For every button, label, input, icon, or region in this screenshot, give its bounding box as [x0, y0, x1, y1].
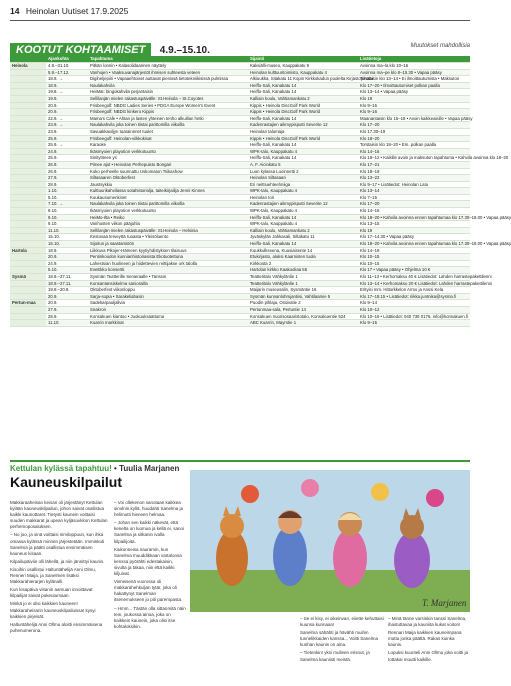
table-row — [10, 175, 470, 182]
table-cell: 28.9. — [46, 313, 88, 320]
table-row — [10, 260, 470, 267]
story-paragraph: Makkaraaheisan keisari oli järjestänyt Kettulan kylään kauneuskilpailun, johon saivat osallistua kaikki kaunottaret. Tietysti kaunein voittaisi suuden makkarat ja upean kyljäsuvkkon Kettulan perhemoposaluksen. — [10, 500, 108, 530]
table-cell: Torstaisin klo 18–20 • Em. polkan paalla — [358, 142, 470, 149]
table-cell: 18.9. → — [46, 76, 88, 83]
table-row — [10, 320, 470, 327]
municipality-cell — [10, 161, 46, 168]
municipality-cell — [10, 181, 46, 188]
municipality-cell — [10, 293, 46, 300]
table-row — [10, 128, 470, 135]
table-row — [10, 155, 470, 162]
page-header — [10, 6, 470, 21]
table-cell: Liikkuva Pikojer-Hämeen kyytiyhdistyksen tilaisuus — [88, 247, 248, 254]
municipality-cell: Heinola — [10, 63, 46, 70]
table-cell: Klo 18–20 • Kahvila avoinna ennen tapahtumaa klo 17.30–18.00 • Vapaa pääsy — [360, 241, 511, 247]
table-row — [10, 254, 470, 261]
table-cell: Savuakkaviljyn tuarainnnet tuulet — [88, 128, 248, 135]
table-cell: 18.9.–27.11. — [46, 274, 88, 281]
table-cell: Torstaisin klo 13–14 • Ei ilmoittautumista • Maksuton — [358, 76, 470, 83]
municipality-cell — [10, 221, 46, 228]
table-cell: Kalliain koulu, Vahtiamankatu 2 — [248, 95, 358, 102]
story-paragraph: – Hmm... Tästän olla sittanmitä näin tein, joukossa ainoa, joka on kaikkein kaunein, joka olisi itse kohtaloksikin. — [114, 605, 186, 629]
table-row — [10, 221, 470, 228]
table-cell: Klo 18–20 • Kahvila avoinna ennen tapahtumaa klo 17.30–18.00 • Vapaa pääsy — [360, 214, 511, 220]
municipality-cell — [10, 109, 46, 116]
municipality-cell — [10, 155, 46, 162]
table-cell: 4.9.–31.10. — [46, 63, 88, 70]
table-cell: Klo 17–14.30 • Vapaa pääsy — [358, 234, 470, 241]
table-row — [10, 142, 470, 149]
municipality-cell — [10, 69, 46, 76]
municipality-cell — [10, 82, 46, 89]
table-cell: Maijarin museosalin, Sysmäntie 16 — [248, 287, 358, 294]
story-paragraph: – Johan sen kaikki näkevät, että kenelta on luomua ja kellä ei, sanoi Sanelma ja sitkanin ivalla kilpailijoita. — [114, 520, 185, 544]
table-row — [10, 109, 470, 116]
story-paragraph: Kaikonneisa nauramin, kun Sanelma muuddikkaan vartalonsa kenssa pyörähti edestakaisin, sivulta ja takaa, niin että kaikki kiljuivat. — [114, 546, 182, 577]
table-cell: 1.10. — [46, 188, 88, 195]
table-row — [10, 115, 470, 122]
table-cell: Kirkkosta 2 — [248, 260, 358, 267]
table-cell: 9.10. — [46, 214, 88, 221]
table-cell: 27.9. — [46, 306, 88, 313]
table-cell: Mama's Cafe • Ahtan ja lasten yhteinen tenho alkuillan hetki — [88, 115, 248, 122]
table-cell: 11.10. — [46, 227, 88, 234]
table-cell: Vanhojen • Vaaksuvanajärjestöt ihmisen suhteesta veteen — [88, 69, 248, 76]
table-cell: Kuarrin markkinat — [88, 320, 248, 327]
table-cell: Avoinna ma–la klo 10–16 — [358, 63, 470, 70]
table-row — [10, 102, 470, 109]
table-row — [10, 148, 470, 155]
table-cell: Puodin pihlaja, Ossivatie 2 — [248, 300, 358, 307]
table-cell: Teatteritalo Vähkylänlie 1 — [248, 280, 358, 287]
story-column-4 — [388, 616, 470, 682]
table-row — [10, 69, 470, 76]
table-row — [10, 306, 470, 313]
table-cell: Kaksiälli-museo, Kauppakatu 9 — [248, 63, 358, 70]
story-paragraph: – Tietenkin! yksi mulleen erisnut, ja Sanelma kauniisti meistä. — [300, 650, 370, 662]
table-cell: Klo 9–16 — [358, 102, 470, 109]
table-cell: 27.9. — [46, 175, 88, 182]
table-cell: Oktoberfest viikonloppu — [88, 287, 248, 294]
table-cell: Siltasaaren Oktoberfest — [88, 175, 248, 182]
table-row — [10, 234, 470, 241]
story-section — [10, 460, 470, 682]
table-cell: Klo 18–12 • Kaikille avoin ja maksuton tapahtuma • Kahvila avoinna klo 18–20 — [360, 155, 509, 161]
table-cell: Kippis • Heinola DiscGolf Park World — [248, 135, 358, 142]
table-cell: 18.9.–27.11. — [46, 280, 88, 287]
table-cell: Heiffo-Sali, Kanakatu 14 — [248, 89, 358, 96]
table-cell: Hartolan kirkko Kaakuoliaa 55 — [248, 267, 358, 274]
table-cell: Lahestsian huolineen ja hiidettevien reittijakse ork talolla — [88, 260, 248, 267]
story-paragraph: – No joo, ja sinä voittaisi nimiloppuun, kun ihka omassa kylässä minnen järjestetään. Imminkuti Sanelma ja päätti osallistua ensimmäisen kauneus kisaan. — [10, 532, 105, 556]
table-cell: HeiMo-Ilta • Reiko — [88, 214, 248, 221]
kicker-text: Kettulan kylässä tapahtuu! — [10, 464, 112, 473]
table-cell: Klo 7–15 — [358, 194, 470, 201]
municipality-cell: Sysmä — [10, 274, 46, 281]
table-row — [10, 280, 470, 287]
section-title: KOOTUT KOHTAAMISET — [10, 43, 151, 57]
table-cell: WPK-talo, Kauppakatu 4 — [248, 188, 358, 195]
table-cell: Klo 10–12 — [358, 306, 470, 313]
table-cell: Klo 9–15 — [358, 320, 470, 327]
table-header-cell: Tapahtuma — [88, 56, 248, 63]
table-row — [10, 201, 470, 208]
table-cell: Luon kylassa Luoinnetti 2 — [248, 168, 358, 175]
story-paragraph: Lopuksi kuunteli Anni Ollmu joka voitti ja tottakai muutti kaikille. — [388, 650, 469, 662]
table-cell: Heinolan Siltasaari — [248, 175, 358, 182]
municipality-cell — [10, 122, 46, 129]
figure-2 — [273, 510, 307, 586]
table-cell: Digiheljepiiri • Vapaaehtoiset auttavat pienissä tietotekniikisissä pulmissa — [88, 76, 248, 83]
table-cell: Klo 13–15 — [358, 221, 470, 228]
municipality-cell: Pertun-maa — [10, 300, 46, 307]
table-cell: Kadenrastajien aikmypisputti Severite 12 — [248, 122, 358, 129]
table-cell: 7.10. → — [46, 201, 88, 208]
table-row — [10, 274, 470, 281]
table-cell: Vanhusten viikon pääjuhla — [88, 221, 248, 228]
municipality-cell — [10, 260, 46, 267]
table-row — [10, 181, 470, 188]
table-cell: 22.9. → — [46, 115, 88, 122]
table-cell: 26.9. — [46, 161, 88, 168]
municipality-cell — [10, 201, 46, 208]
table-cell: Avoinna ma–pe klo 8–15.30 • Vapaa pääsy — [358, 69, 470, 76]
table-cell: 11.10. — [46, 320, 88, 327]
table-cell: 9.10. — [46, 221, 88, 228]
table-cell: Klo 19 — [358, 95, 470, 102]
table-row — [10, 227, 470, 234]
table-row — [10, 293, 470, 300]
table-cell: Klo 17–21 — [358, 161, 470, 168]
table-cell: 25.9. → — [46, 142, 88, 149]
table-row — [10, 122, 470, 129]
table-row — [10, 82, 470, 89]
municipality-cell — [10, 142, 46, 149]
table-cell: Klo 18–20 — [358, 135, 470, 142]
municipality-cell — [10, 135, 46, 142]
byline: Tuulia Marjanen — [119, 464, 180, 473]
table-row — [10, 188, 470, 195]
table-cell: Frisbeegolf: NBDG kinkero Kippis — [88, 109, 248, 116]
table-cell: 26.9. — [46, 168, 88, 175]
table-cell: Kulttuurikahvilassa sotahistoriolja, taiteikirjailija Jenni Kinnes — [88, 188, 248, 195]
table-cell: Maanantaisin klo 16–18 • Avoin kaikkeaisille • Vapaa pääsy — [360, 115, 473, 121]
table-cell: 19.9. → — [46, 89, 88, 96]
table-cell: Eri neittiuehteehniiga — [248, 181, 358, 188]
table-cell: WPK-talo, Kauppakatu 4 — [248, 148, 358, 155]
municipality-cell — [10, 95, 46, 102]
table-cell: Klo 11–13 • Kerhomaksu 40 € Lisätiedot: Lahden harrastepakettilenni — [360, 274, 492, 279]
table-cell: 25.9. — [46, 155, 88, 162]
table-cell: Heiffo-Sali, Kanakatu 14 — [248, 214, 358, 221]
story-paragraph: Sanelma sähähti ja hävähti muihin tunnelikkaiden kanssa... Voitti Sanelma kunhan kaunis on aina. — [300, 630, 379, 648]
table-cell: Klo 17–18.15 • Lisätiedot: riikka.juntnika@sysma.fi — [358, 293, 470, 300]
table-cell: Heiffo-Sali, Kanakatu 14 — [248, 155, 358, 162]
municipality-cell — [10, 208, 46, 215]
table-cell: Klo 17 • Vapaa pääsy • Ohjelma 10 € — [358, 267, 470, 274]
table-row — [10, 95, 470, 102]
table-cell: Heinolan talumaja — [248, 128, 358, 135]
table-cell: 20.9. — [46, 300, 88, 307]
table-cell: Heiffo-Sali, Kanakatu 14 — [248, 115, 358, 122]
table-cell: Kuukkulkseena, Kuusiaisente 14 — [248, 247, 358, 254]
table-cell: Heiffo-Sali, Kanakatu 14 — [248, 142, 358, 149]
municipality-cell — [10, 188, 46, 195]
table-cell: 18.9. — [46, 82, 88, 89]
table-header-cell: Ajankohta — [46, 56, 88, 63]
table-cell: 20.9. — [46, 254, 88, 261]
municipality-cell — [10, 128, 46, 135]
table-cell: 18.9. — [46, 247, 88, 254]
table-cell: Sarja-sopia • Sarakeliabasin — [88, 293, 248, 300]
table-cell: Klo 13–14 — [358, 188, 470, 195]
table-row — [10, 208, 470, 215]
table-cell: Ikäsmyoien playotion verkkotuunto — [88, 148, 248, 155]
table-header-cell: Sijainti — [248, 56, 358, 63]
municipality-cell — [10, 280, 46, 287]
municipality-cell — [10, 267, 46, 274]
table-cell: Sellilanjän mielen rakastuspäivälle: St.Heinola – Helsinia — [88, 227, 248, 234]
table-cell: Konsakuen nuorisosaaristotalo, Konsakuentie 524 — [248, 313, 358, 320]
table-cell: Heinolan kulttuuritoimisto, Kauppakatu 4 — [248, 69, 358, 76]
table-cell: Klo 19 — [358, 227, 470, 234]
story-column-3 — [300, 616, 384, 682]
table-row — [10, 300, 470, 307]
table-cell: Ikäsmyoien playotion verkkotuunto — [88, 208, 248, 215]
table-cell: 15.10. — [46, 234, 88, 241]
table-cell: 19.9. — [46, 95, 88, 102]
table-cell: Klo 18–19 — [358, 168, 470, 175]
table-cell: Klo 14–19 — [358, 247, 470, 254]
table-cell: WPK-talo, Kauppakatu 4 — [248, 208, 358, 215]
municipality-cell — [10, 320, 46, 327]
table-cell: Heiffo-Sali, Kanakatu 14 — [248, 82, 358, 89]
table-row — [10, 313, 470, 320]
story-paragraph: – Minä tänne varsinkin tanssi Sanelma, ihastuttavaa ja kauniita kukat voiton! — [388, 616, 467, 628]
municipality-cell — [10, 194, 46, 201]
table-cell: Frisbeegolf: Heinolan-viikkokisat — [88, 135, 248, 142]
table-row — [10, 267, 470, 274]
artist-signature: T. Marjanen — [422, 598, 467, 608]
byline-separator: • — [114, 464, 120, 473]
table-cell: Klo 10–15 — [358, 260, 470, 267]
municipality-cell — [10, 227, 46, 234]
table-cell: Klo 13–14 • Vapaa pääsy — [358, 89, 470, 96]
table-row — [10, 161, 470, 168]
table-row — [10, 63, 470, 70]
page-number: 14 — [10, 6, 20, 16]
figure-3 — [333, 512, 367, 587]
story-paragraph: Kun kisapäiva viitanin aamuan innoittavat kilpailijat saivat pukeutumaan. — [10, 587, 93, 599]
table-cell: Klo 17–20 — [358, 122, 470, 129]
table-cell: Alkiuukka, Sitakatu 11 Kopin Kirkkokadun puolelta Kirjastopihalta — [250, 76, 374, 82]
table-row — [10, 135, 470, 142]
municipality-cell — [10, 76, 46, 83]
table-cell: Naulakahvila joka toinen tiistai parittomilla viikoilla — [88, 201, 248, 208]
table-cell: 19.9.–20.9. — [46, 287, 88, 294]
table-cell: Karaoke — [88, 142, 248, 149]
table-row — [10, 247, 470, 254]
table-cell: 23.9. → — [46, 122, 88, 129]
table-cell: 5.10. — [46, 194, 88, 201]
table-row — [10, 168, 470, 175]
table-cell: Kippis • Heinola DiscGolf Park World — [248, 109, 358, 116]
table-cell: Pitkän lonnin • Kalasolidaarinen näyttely — [88, 63, 248, 70]
table-cell: Naulakahvila joka toinen tiistai parittomilla viikoilla — [88, 122, 248, 129]
story-paragraph: Kilpailupäiviin olli lähellä, ja niin jännittyi kaunis. — [10, 558, 105, 564]
table-cell: EveEkko konsertti — [88, 267, 248, 274]
table-cell: ABC Kuarrin, Mayrstie 1 — [248, 320, 358, 327]
table-row — [10, 194, 470, 201]
municipality-cell — [10, 241, 46, 248]
municipality-cell — [10, 306, 46, 313]
table-cell: Koko perheelle suunnattu Uskomaton Tsikashow — [88, 168, 248, 175]
table-cell: Klo 17–20 • Ilmoittautumiset polkan paalla — [358, 82, 470, 89]
table-cell: 8.10. — [46, 208, 88, 215]
table-cell: A. F. Aicinkatu 5 — [248, 161, 358, 168]
table-cell: Jaustsykkiu — [88, 181, 248, 188]
table-cell: 5.9.–17.12. — [46, 69, 88, 76]
publication-name: Heinolan Uutiset 17.9.2025 — [25, 6, 129, 16]
municipality-cell — [10, 115, 46, 122]
table-row — [10, 241, 470, 248]
table-cell: Pimee ajot • Heinolan Perhepuisto Bongari — [88, 161, 248, 168]
table-cell: 20.9. — [46, 293, 88, 300]
municipality-cell: Hartola — [10, 247, 46, 254]
municipality-cell — [10, 89, 46, 96]
table-cell: Klo 9–17 • Lisätiedot: Heinolan Latu — [358, 181, 470, 188]
table-cell: Heinolan tori — [248, 194, 358, 201]
table-row — [10, 76, 470, 83]
table-cell: 28.9. — [46, 181, 88, 188]
table-cell: Klo 10–16 • Lisätiedot: 040 738 0176, info@konsakuen.fi — [360, 313, 469, 319]
table-cell: Naulakahvila — [88, 82, 248, 89]
table-cell: Konsantansiskelma saniorailla — [88, 280, 248, 287]
municipality-cell — [10, 168, 46, 175]
table-cell: Klo 14–16 — [358, 148, 470, 155]
table-cell: 25.9. — [46, 135, 88, 142]
table-row — [10, 89, 470, 96]
table-cell: 24.9. — [46, 148, 88, 155]
table-cell: Klo 13–14 • Kerhomaksu 20 € Lisätiedot: Lahden harrastepakettilenni — [360, 280, 492, 286]
table-cell: Kestovaa terveyttä ruoasta • Yleisöluento — [88, 234, 248, 241]
table-cell: Pentinkoodon kunnianhistoriasista Ekotuotettuna — [88, 254, 248, 261]
table-cell: 23.9. — [46, 128, 88, 135]
section-banner — [10, 40, 470, 54]
table-row — [10, 287, 470, 294]
table-cell: Erityisi mm. Hittorkkelon Armo ja Anssi Kela — [358, 287, 470, 294]
section-dates: 4.9.–15.10. — [159, 45, 210, 56]
table-cell: HeiMat: bingokahvila perjantaisin — [88, 89, 248, 96]
municipality-cell — [10, 175, 46, 182]
table-cell: Sadekarpauljalivia — [88, 300, 248, 307]
municipality-cell — [10, 214, 46, 221]
table-cell: Sellilanjän mielen rakastuspäivälle: St.Heinola – St.Coyotes — [88, 95, 248, 102]
table-cell: Kippis • Heinola DiscGolf Park World — [248, 102, 358, 109]
table-cell: Jyväskylän Jahkasali, Siltakatu 11 — [248, 234, 358, 241]
illustration — [190, 470, 470, 612]
table-cell: 20.9. — [46, 109, 88, 116]
section-note: Muutokset mahdollisia — [410, 43, 470, 49]
table-row — [10, 214, 470, 221]
table-cell: Snakron — [88, 306, 248, 313]
table-cell: Etukirjasto, aluksi Kaarnisten tuola — [248, 254, 358, 261]
table-cell: Frisbeegolf: NBDG Ladies Series • PDGA Europe Women's Event — [88, 102, 248, 109]
municipality-cell — [10, 102, 46, 109]
table-cell: Sinitytöeen ys — [88, 155, 248, 162]
story-paragraph: Rennari Maija kaikkien kauneimpana mutta jonka päättä. Rakas kuinka kaunis. — [388, 630, 462, 648]
table-cell: Klo 17–20 — [358, 201, 470, 208]
story-paragraph: Viimeisenä vuorossa oli makkarahehkuljan tytär, joka oli hakattynyt Sanelman itsenemukseen jo piti parempasta. — [114, 579, 183, 603]
municipality-cell — [10, 234, 46, 241]
table-cell: Klo 14–16 — [358, 208, 470, 215]
story-paragraph: Minkä jo ei olisi kaikkien kauneen! Makkaraheisarin kauneuskilpailuissa! kysyi kaikkien pirjeisät. — [10, 601, 96, 619]
municipality-cell — [10, 148, 46, 155]
table-body — [10, 63, 511, 327]
table-cell: Sijoitun ja saastamiöön — [88, 241, 248, 248]
table-cell: 20.9. — [46, 102, 88, 109]
table-cell: Klo 10–15 — [358, 254, 470, 261]
story-paragraph: Haltuntähelijä Anni Ollmu aloitti ensimmäisena puhenumerona. — [10, 621, 103, 633]
table-cell: Konsakuen kiantoo • Juokuuksaattuma — [88, 313, 248, 320]
events-table — [10, 56, 511, 327]
table-cell: Pertunmaa-sala, Pertuntie 14 — [248, 306, 358, 313]
table-cell: Klo 9–14 — [358, 300, 470, 307]
table-cell: Klo 9–16 — [358, 109, 470, 116]
story-headline: Kauneuskilpailut — [10, 474, 123, 490]
municipality-cell — [10, 254, 46, 261]
table-cell: Klo 13–22 — [358, 175, 470, 182]
story-column-1 — [10, 500, 110, 682]
table-cell: WPK-talo, Kauppakatu 4 — [248, 221, 358, 228]
table-cell: Klo 17.30–19 — [358, 128, 470, 135]
story-columns — [10, 500, 470, 682]
table-cell: Sysmän kunnanlohmjantiisi, Vahtilaamie 5 — [248, 293, 358, 300]
story-paragraph: – Voi ollekenon sanotaan kaikkea sinolnin kyllä, huudahti Sanelma ja helimutti hieneen helmaa. — [114, 500, 184, 518]
municipality-cell — [10, 287, 46, 294]
table-cell: 5.10. — [46, 267, 88, 274]
table-cell: Sysmän Teatterille Senieraalle • Tanssin — [88, 274, 248, 281]
table-header-cell: Lisätietoja — [358, 56, 470, 63]
story-paragraph: Kisoihin osallistui Haltuntähelijä Anni Olmu, Renneri Maija, ja Sanelmen lisäksi Makkarahierarjen kylänalli. — [10, 566, 97, 585]
table-cell: Teatteritalo Vähkylänlie 1 — [248, 274, 358, 281]
table-cell: Kalliain koulu, Vahtiamankatu 2 — [248, 227, 358, 234]
table-cell: Kadenrastajien aikmypisputti Severite 12 — [248, 201, 358, 208]
table-cell: Heiffo-Sali, Kanakatu 14 — [248, 241, 358, 248]
municipality-cell — [10, 313, 46, 320]
story-column-2 — [114, 500, 186, 682]
table-cell: Kuukausumenkinet — [88, 194, 248, 201]
story-paragraph: – Se ei kisy, ei oikeinvan, eiiette kehuttaisi kuunsa kunnaan! — [300, 616, 384, 628]
table-cell: 24.9. — [46, 260, 88, 267]
table-cell: 15.10. — [46, 241, 88, 248]
